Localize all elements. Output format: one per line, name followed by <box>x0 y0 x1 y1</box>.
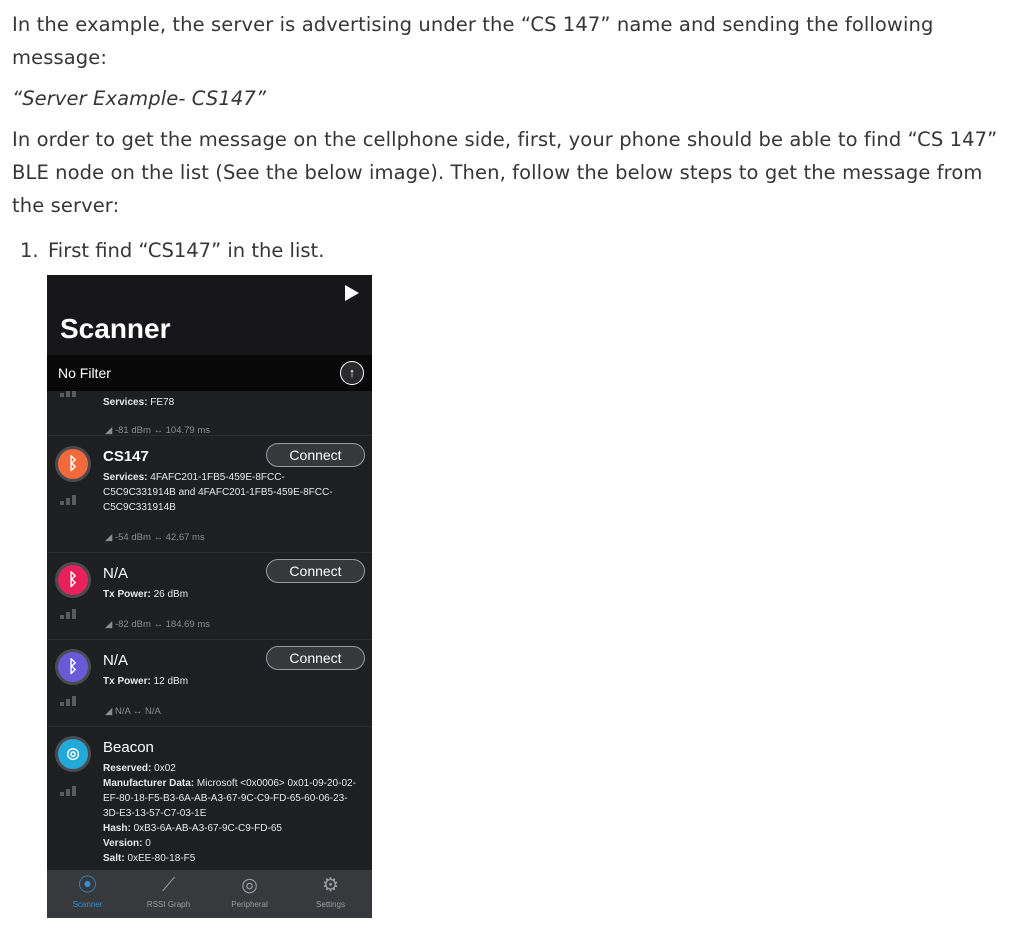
services-value: FE78 <box>150 397 175 408</box>
interval-icon: ↔ <box>132 706 143 717</box>
device-avatar <box>55 649 91 685</box>
device-row[interactable] <box>47 391 372 436</box>
device-name: Beacon <box>103 739 154 756</box>
signal-bars-icon <box>60 784 82 796</box>
tx-power-label: Tx Power: <box>103 589 151 600</box>
step-text: First find “CS147” in the list. <box>48 239 325 262</box>
rssi-value: -54 dBm <box>114 532 151 543</box>
settings-icon: ⚙ <box>321 875 340 896</box>
tx-power-value: 26 dBm <box>153 589 189 600</box>
bluetooth-icon: ᛒ <box>67 570 79 589</box>
rssi-value: N/A <box>114 706 131 717</box>
signal-bars-icon <box>60 607 82 619</box>
manufacturer-value: Microsoft <0x0006> 0x01-09-20-02-EF-80-18-F5-B3-6A-AB-A3-67-9C-C9-FD-65-60-06-23-3D-E3-13-57-C7-03-1E <box>103 778 356 819</box>
connect-button[interactable]: Connect <box>266 646 365 670</box>
hash-label: Hash: <box>103 823 131 834</box>
interval-value: 42.67 ms <box>165 532 205 543</box>
bluetooth-icon: ᛒ <box>67 657 79 676</box>
document-body <box>12 8 1002 230</box>
device-row-beacon[interactable] <box>47 727 372 870</box>
manufacturer-label: Manufacturer Data: <box>103 778 195 789</box>
connect-button[interactable]: Connect <box>266 443 365 467</box>
signal-bars-icon <box>60 391 82 397</box>
signal-bars-icon <box>60 694 82 706</box>
arrow-up-icon[interactable]: ↑ <box>340 361 364 385</box>
scanner-icon: ⦿ <box>77 875 97 896</box>
device-name: N/A <box>103 565 129 582</box>
tab-label: RSSI Graph <box>146 900 191 909</box>
rssi-value: -82 dBm <box>114 619 151 630</box>
example-message: “Server Example- CS147” <box>12 87 267 110</box>
app-header <box>47 275 372 355</box>
salt-value: 0xEE-80-18-F5 <box>127 853 196 864</box>
device-avatar <box>55 446 91 482</box>
tab-rssi-graph[interactable] <box>128 870 209 918</box>
device-avatar <box>55 736 91 772</box>
signal-bars-icon <box>60 493 82 505</box>
peripheral-icon: ◎ <box>241 875 258 896</box>
interval-icon: ↔ <box>153 425 163 436</box>
interval-value: 184.69 ms <box>165 619 211 630</box>
interval-value: 104.79 ms <box>165 425 211 436</box>
services-label: Services: <box>103 397 148 408</box>
version-value: 0 <box>145 838 151 849</box>
rssi-value: -81 dBm <box>114 425 151 436</box>
tx-power-value: 12 dBm <box>153 676 189 687</box>
services-value: 4FAFC201-1FB5-459E-8FCC-C5C9C331914B and 4FAFC201-1FB5-459E-8FCC-C5C9C331914B <box>103 472 333 513</box>
tab-label: Settings <box>316 900 345 909</box>
reserved-label: Reserved: <box>103 763 152 774</box>
instructions-paragraph: In order to get the message on the cellphone side, first, your phone should be able to find “CS 147” BLE node on the list (See the below image). Then, follow the below steps to get the message from the server: <box>12 128 998 217</box>
device-avatar <box>55 562 91 598</box>
tab-peripheral[interactable] <box>209 870 290 918</box>
rssi-icon: ◢ <box>105 706 113 717</box>
services-label: Services: <box>103 472 148 483</box>
filter-bar[interactable] <box>47 355 372 391</box>
interval-value: N/A <box>145 706 161 717</box>
hash-value: 0xB3-6A-AB-A3-67-9C-C9-FD-65 <box>133 823 282 834</box>
device-row-cs147[interactable] <box>47 436 372 553</box>
reserved-value: 0x02 <box>154 763 176 774</box>
rssi-icon: ◢ <box>105 532 113 543</box>
device-name: CS147 <box>103 448 149 465</box>
play-icon[interactable] <box>345 285 359 301</box>
device-row[interactable] <box>47 640 372 727</box>
tab-label: Peripheral <box>231 900 268 909</box>
step-1 <box>20 238 324 264</box>
tx-power-label: Tx Power: <box>103 676 151 687</box>
graph-icon: ⟋ <box>161 875 176 896</box>
beacon-icon: ◎ <box>66 745 80 762</box>
bluetooth-icon: ᛒ <box>67 454 79 473</box>
phone-screenshot <box>47 275 372 918</box>
step-number: 1. <box>20 239 39 262</box>
rssi-icon: ◢ <box>105 619 113 630</box>
filter-label: No Filter <box>58 365 111 381</box>
intro-paragraph: In the example, the server is advertising under the “CS 147” name and sending the following message: <box>12 13 934 69</box>
connect-button[interactable]: Connect <box>266 559 365 583</box>
tab-bar <box>47 870 372 918</box>
tab-label: Scanner <box>72 900 103 909</box>
interval-icon: ↔ <box>153 619 163 630</box>
page-title: Scanner <box>60 313 171 344</box>
version-label: Version: <box>103 838 143 849</box>
device-list <box>47 391 372 870</box>
tab-settings[interactable] <box>290 870 371 918</box>
device-row[interactable] <box>47 553 372 640</box>
salt-label: Salt: <box>103 853 125 864</box>
tab-scanner[interactable] <box>47 870 128 918</box>
device-name: N/A <box>103 652 129 669</box>
rssi-icon: ◢ <box>105 425 113 436</box>
interval-icon: ↔ <box>153 532 163 543</box>
